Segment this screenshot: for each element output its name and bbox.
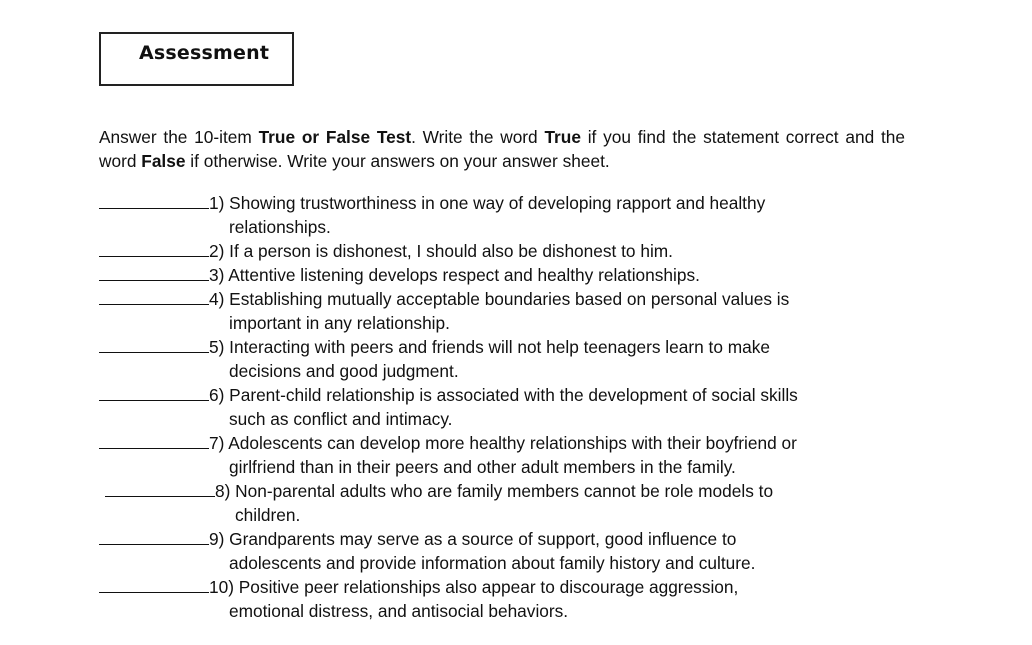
answer-blank[interactable]	[99, 191, 209, 209]
question-text-continued: children.	[235, 505, 301, 525]
question-text: Positive peer relationships also appear to discourage aggression,	[233, 577, 739, 597]
question-number: 10)	[209, 577, 234, 597]
question-item	[99, 431, 919, 479]
instructions-bold-false: False	[141, 151, 186, 171]
question-number: 7)	[209, 433, 225, 453]
instructions-text-4: if otherwise. Write your answers on your answer sheet.	[185, 151, 610, 171]
question-number: 5)	[209, 337, 225, 357]
question-list	[99, 191, 919, 623]
question-item	[99, 527, 919, 575]
answer-blank[interactable]	[99, 383, 209, 401]
instructions-text-1: Answer the 10-item	[99, 127, 259, 147]
answer-blank[interactable]	[105, 479, 215, 497]
answer-blank[interactable]	[99, 239, 209, 257]
question-text: Non-parental adults who are family members cannot be role models to	[230, 481, 774, 501]
question-text: Adolescents can develop more healthy relationships with their boyfriend or	[224, 433, 797, 453]
answer-blank[interactable]	[99, 431, 209, 449]
instructions	[99, 125, 905, 173]
answer-blank[interactable]	[99, 527, 209, 545]
question-text: Showing trustworthiness in one way of developing rapport and healthy	[224, 193, 766, 213]
question-text: Grandparents may serve as a source of support, good influence to	[224, 529, 737, 549]
page-title: Assessment	[139, 42, 270, 64]
answer-blank[interactable]	[99, 335, 209, 353]
question-text: Attentive listening develops respect and healthy relationships.	[224, 265, 700, 285]
instructions-bold-test-name: True or False Test	[258, 127, 412, 147]
question-text-continued: decisions and good judgment.	[229, 361, 459, 381]
instructions-text-3: if you find the statement correct and the word	[99, 127, 905, 171]
question-text-continued: important in any relationship.	[229, 313, 450, 333]
question-number: 6)	[209, 385, 225, 405]
question-text: If a person is dishonest, I should also be dishonest to him.	[224, 241, 673, 261]
question-text: Establishing mutually acceptable boundaries based on personal values is	[224, 289, 790, 309]
question-item	[99, 239, 919, 263]
question-item	[99, 335, 919, 383]
question-number: 4)	[209, 289, 225, 309]
answer-blank[interactable]	[99, 263, 209, 281]
question-item	[99, 383, 919, 431]
question-text-continued: relationships.	[229, 217, 331, 237]
question-text-continued: adolescents and provide information about family history and culture.	[229, 553, 756, 573]
question-number: 3)	[209, 265, 225, 285]
question-number: 2)	[209, 241, 225, 261]
answer-blank[interactable]	[99, 575, 209, 593]
answer-blank[interactable]	[99, 287, 209, 305]
instructions-bold-true: True	[544, 127, 581, 147]
question-text-continued: girlfriend than in their peers and other adult members in the family.	[229, 457, 736, 477]
question-text: Interacting with peers and friends will not help teenagers learn to make	[224, 337, 771, 357]
question-text-continued: such as conflict and intimacy.	[229, 409, 453, 429]
instructions-text-2: . Write the word	[411, 127, 545, 147]
question-number: 9)	[209, 529, 225, 549]
question-item	[99, 191, 919, 239]
question-item	[105, 479, 919, 527]
question-number: 8)	[215, 481, 231, 501]
question-item	[99, 287, 919, 335]
question-number: 1)	[209, 193, 225, 213]
title-box	[99, 32, 294, 86]
question-text: Parent-child relationship is associated with the development of social skills	[224, 385, 798, 405]
question-text-continued: emotional distress, and antisocial behaviors.	[229, 601, 569, 621]
question-item	[99, 263, 919, 287]
question-item	[99, 575, 919, 623]
